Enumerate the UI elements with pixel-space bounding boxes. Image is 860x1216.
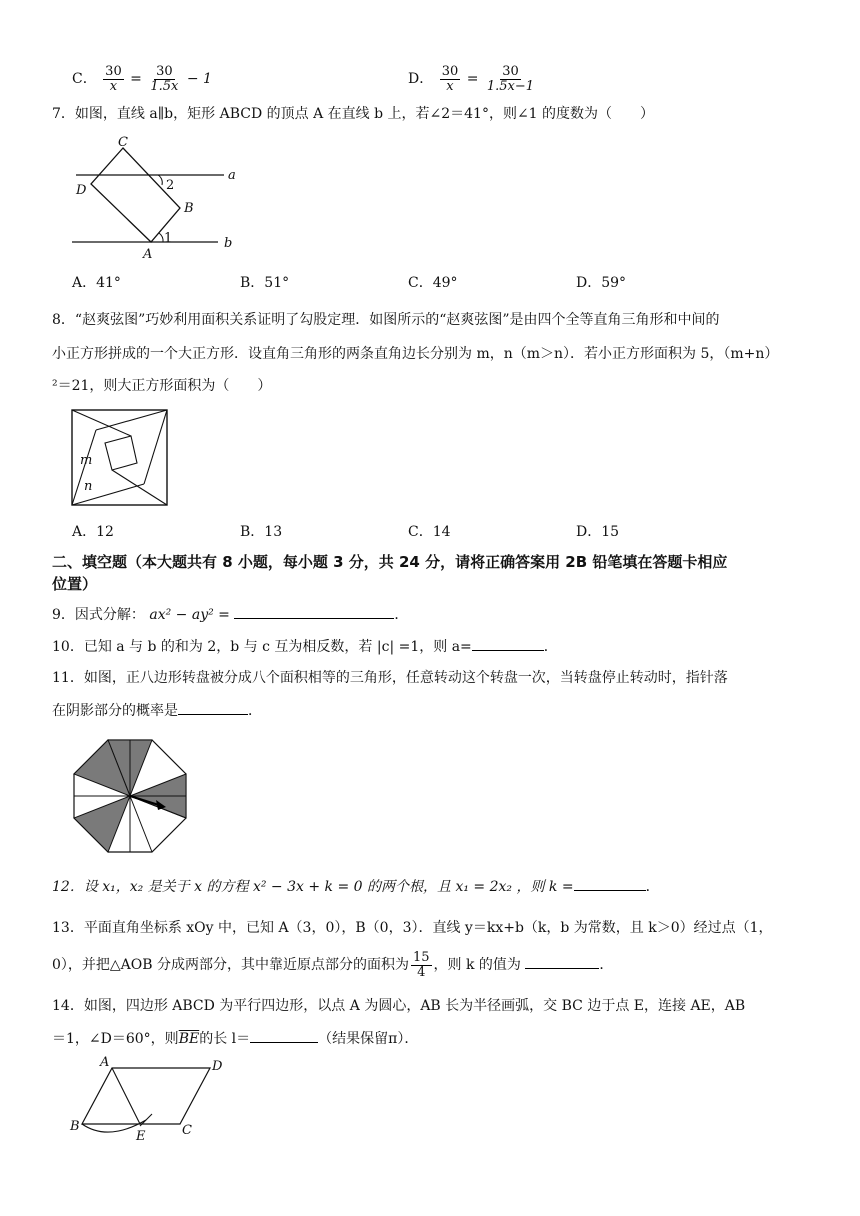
q11-answer-blank (178, 700, 248, 715)
q8-figure (70, 408, 170, 508)
q13-stem-line2: 0），并把△AOB 分成两部分，其中靠近原点部分的面积为 $\frac{15}{4}$ ，则 k 的值为 ． (52, 949, 614, 980)
q11-octagon-spinner (70, 736, 190, 856)
q11-stem-line1: 11．如图，正八边形转盘被分成八个面积相等的三角形，任意转动这个转盘一次，当转盘停止转动时，指针落 (52, 670, 728, 686)
q7-option-a: A．41° (72, 275, 121, 291)
q7-option-c: C．49° (408, 275, 458, 291)
section-heading-line2: 位置） (52, 575, 98, 593)
q7-angle-2: 2 (166, 178, 175, 193)
q6-option-d: D． $\frac{30}{x}$ = $\frac{30}{1.5x-1}$ (408, 63, 535, 94)
q7-figure (66, 132, 246, 262)
q8-option-c: C．14 (408, 524, 451, 540)
q9: 9．因式分解： ax² − ay² = ． (52, 604, 408, 625)
q7-option-d: D．59° (576, 275, 627, 291)
q7-label-c: C (118, 135, 128, 150)
q7-angle-1: 1 (164, 231, 173, 246)
q11-stem-line2: 在阴影部分的概率是 ． (52, 700, 262, 721)
q10: 10．已知 a 与 b 的和为 2，b 与 c 互为相反数，若 |c| =1，则 a= ． (52, 636, 558, 657)
q7-stem: 7．如图，直线 a∥b，矩形 ABCD 的顶点 A 在直线 b 上，若∠2＝41°，则∠1 的度数为（ ） (52, 106, 655, 122)
q14-answer-blank (250, 1028, 318, 1043)
q8-option-b: B．13 (240, 524, 283, 540)
q8-stem-line2: 小正方形拼成的一个大正方形．设直角三角形的两条直角边长分别为 m，n（m＞n）．若小正方形面积为 5，（m+n） (52, 346, 779, 362)
q7-label-a: A (143, 247, 153, 262)
q8-stem-line3: ²＝21，则大正方形面积为（ ） (52, 378, 272, 394)
q14-label-a: A (100, 1055, 110, 1070)
q6-option-c: C． $\frac{30}{x}$ = $\frac{30}{1.5x}$ − 1 (72, 63, 212, 94)
q14-figure (68, 1054, 238, 1144)
q7-label-line-a: a (228, 168, 236, 183)
q14-label-e: E (136, 1129, 146, 1144)
q12: 12．设 x₁，x₂ 是关于 x 的方程 x² − 3x + k = 0 的两个根，且 x₁ = 2x₂ ，则 k = ． (52, 876, 660, 897)
q14-label-c: C (182, 1123, 192, 1138)
q10-answer-blank (472, 636, 544, 651)
q8-option-d: D．15 (576, 524, 620, 540)
q13-stem-line1: 13．平面直角坐标系 xOy 中，已知 A（3，0），B（0，3）．直线 y＝kx+b（k，b 为常数，且 k＞0）经过点（1， (52, 920, 773, 936)
q14-label-d: D (212, 1059, 223, 1074)
q8-stem-line1: 8．“赵爽弦图”巧妙利用面积关系证明了勾股定理．如图所示的“赵爽弦图”是由四个全等直角三角形和中间的 (52, 312, 720, 328)
section-heading-line1: 二、填空题（本大题共有 8 小题，每小题 3 分，共 24 分，请将正确答案用 2B 铅笔填在答题卡相应 (52, 553, 728, 571)
q9-answer-blank (234, 604, 394, 619)
q7-label-b: B (184, 201, 194, 216)
q7-option-b: B．51° (240, 275, 290, 291)
q12-answer-blank (574, 876, 646, 891)
q7-label-d: D (76, 183, 87, 198)
q8-label-m: m (80, 453, 93, 468)
q14-stem-line1: 14．如图，四边形 ABCD 为平行四边形，以点 A 为圆心，AB 长为半径画弧，交 BC 边于点 E，连接 AE，AB (52, 998, 746, 1014)
q8-option-a: A．12 (72, 524, 114, 540)
q13-answer-blank (525, 954, 599, 969)
q14-stem-line2: ＝1，∠D＝60°，则$\overline{BE}$的长 l＝ （结果保留π）． (52, 1028, 418, 1049)
q8-label-n: n (84, 479, 93, 494)
q14-label-b: B (70, 1119, 80, 1134)
q7-label-line-b: b (224, 236, 233, 251)
